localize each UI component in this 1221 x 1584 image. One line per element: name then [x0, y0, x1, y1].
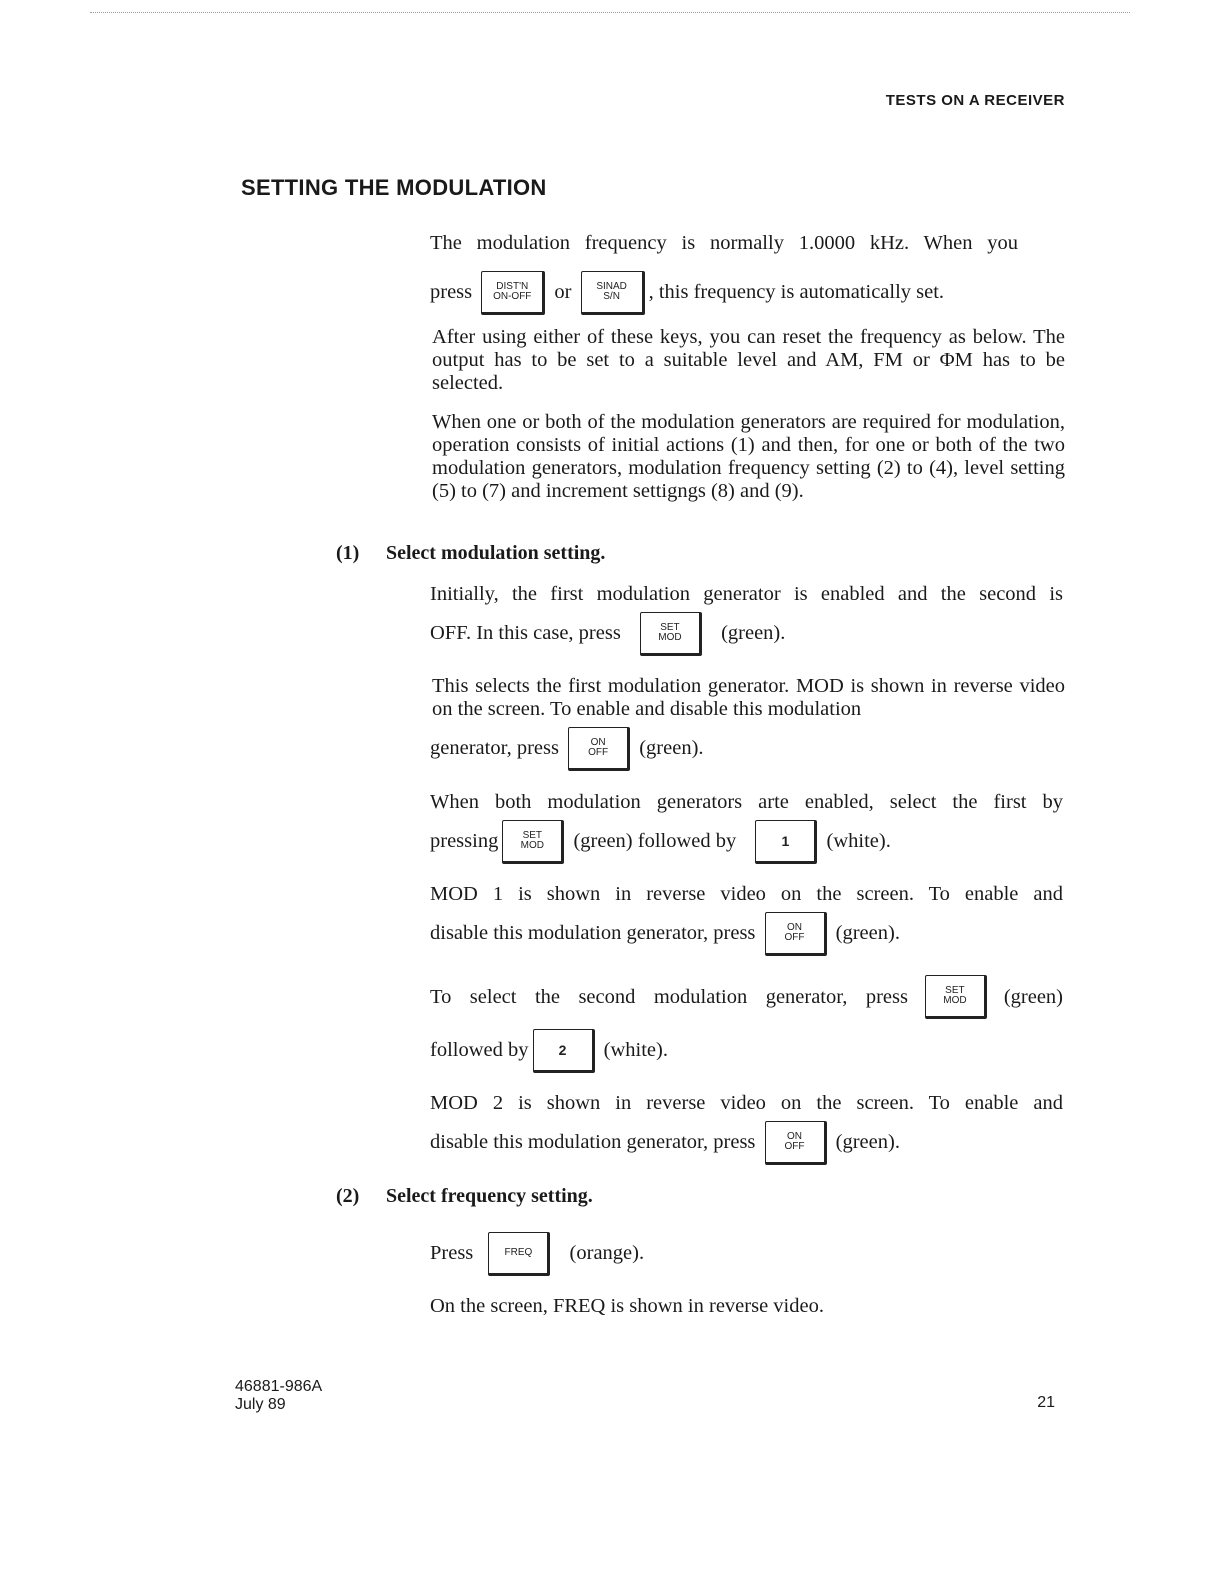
intro-paragraph-2: After using either of these keys, you can reset the frequency as below. The output has to be set to a suitable level and AM, FM or ΦM has to be selected.	[432, 326, 1065, 394]
step1-line2	[430, 611, 1065, 656]
step1-generator-press-line	[430, 726, 1065, 771]
step1-followed-by-line	[430, 1028, 1065, 1073]
step1-off-text: OFF. In this case, press	[430, 622, 621, 644]
doc-date: July 89	[235, 1396, 286, 1413]
onoff-key-bottom: OFF	[784, 932, 805, 944]
generator-press-text: generator, press	[430, 737, 559, 759]
key-2-label: 2	[558, 1042, 567, 1059]
distn-key-top: DIST'N	[496, 281, 529, 293]
sinad-key-top: SINAD	[596, 281, 627, 293]
setmod-key-bottom: MOD	[658, 632, 682, 644]
step1-second-generator-line	[430, 975, 1063, 1019]
set-mod-key-2	[502, 820, 564, 864]
green-label-2: (green).	[639, 737, 704, 759]
set-mod-key-1	[640, 612, 702, 656]
sinad-sn-key	[581, 271, 645, 315]
distn-onoff-key	[481, 271, 545, 315]
mod1-press-text: disable this modulation generator, press	[430, 922, 756, 944]
onoff-key-bottom: OFF	[588, 747, 609, 759]
step1-pressing-line	[430, 819, 1065, 864]
on-off-key-2	[765, 912, 827, 956]
distn-key-bottom: ON-OFF	[493, 291, 532, 303]
onoff-key-top: ON	[787, 1131, 803, 1143]
doc-number: 46881-986A	[235, 1378, 323, 1395]
footer-doc-info	[235, 1378, 322, 1414]
green-label-5: (green).	[835, 1131, 900, 1153]
key-2	[533, 1029, 595, 1073]
green-label-4: (green)	[1003, 986, 1063, 1008]
step2-press-text: Press	[430, 1242, 474, 1264]
second-generator-text: To select the second modulation generator, press	[430, 986, 908, 1008]
onoff-key-bottom: OFF	[784, 1141, 805, 1153]
step1-both-enabled-line: When both modulation generators arte enabled, select the first by	[430, 791, 1063, 813]
key-1-label: 1	[781, 833, 790, 850]
top-rule	[90, 12, 1130, 13]
pressing-text: pressing	[430, 830, 499, 852]
setmod-key-top: SET	[660, 622, 680, 634]
set-mod-key-3	[925, 975, 987, 1019]
key-1	[755, 820, 817, 864]
green-label-3: (green).	[835, 922, 900, 944]
step2-heading	[336, 1185, 593, 1208]
setmod-key-bottom: MOD	[520, 840, 544, 852]
running-head: TESTS ON A RECEIVER	[885, 92, 1065, 109]
sinad-key-bottom: S/N	[603, 291, 620, 303]
intro-or-text: or	[554, 281, 572, 303]
step1-mod1-press-line	[430, 911, 1065, 956]
step2-line2: On the screen, FREQ is shown in reverse video.	[430, 1295, 824, 1317]
section-title: SETTING THE MODULATION	[241, 175, 547, 200]
step1-line1: Initially, the first modulation generator is enabled and the second is	[430, 583, 1063, 605]
setmod-key-top: SET	[945, 985, 965, 996]
intro-press-text: press	[430, 281, 473, 303]
intro-paragraph-3: When one or both of the modulation generators are required for modulation, operation consists of initial actions (1) and then, for one or both of the two modulation generators, modulation frequency setting (2) to (4), level setting (5) to (7) and increment settigngs (8) and (9).	[432, 411, 1065, 502]
white-label-1: (white).	[826, 830, 891, 852]
on-off-key-1	[568, 727, 630, 771]
onoff-key-top: ON	[590, 737, 606, 749]
freq-key-label: FREQ	[504, 1247, 533, 1259]
followed-by-text-1: (green) followed by	[573, 830, 737, 852]
step2-press-line	[430, 1231, 1065, 1276]
white-label-2: (white).	[603, 1039, 668, 1061]
setmod-key-bottom: MOD	[943, 995, 967, 1006]
onoff-key-top: ON	[787, 922, 803, 934]
freq-key	[488, 1232, 550, 1276]
step2-number: (2)	[336, 1185, 360, 1207]
step2-title: Select frequency setting.	[386, 1185, 593, 1207]
step1-number: (1)	[336, 542, 360, 564]
step1-mod2-line: MOD 2 is shown in reverse video on the screen. To enable and	[430, 1092, 1063, 1114]
on-off-key-3	[765, 1121, 827, 1165]
step1-heading	[336, 542, 605, 565]
intro-line1: The modulation frequency is normally 1.0000 kHz. When you	[430, 232, 1018, 254]
followed-by-text-2: followed by	[430, 1039, 529, 1061]
orange-label: (orange).	[569, 1242, 645, 1264]
page-number: 21	[1037, 1394, 1055, 1411]
step1-title: Select modulation setting.	[386, 542, 606, 564]
mod2-press-text: disable this modulation generator, press	[430, 1131, 756, 1153]
setmod-key-top: SET	[522, 830, 543, 842]
intro-keys-line	[430, 270, 1065, 315]
step1-mod2-press-line	[430, 1120, 1065, 1165]
step1-paragraph-2: This selects the first modulation generator. MOD is shown in reverse video on the screen. To enable and disable this modulation	[432, 675, 1065, 720]
step1-mod1-line: MOD 1 is shown in reverse video on the screen. To enable and	[430, 883, 1063, 905]
green-label-1: (green).	[721, 622, 786, 644]
intro-after-keys-text: , this frequency is automatically set.	[648, 281, 945, 303]
